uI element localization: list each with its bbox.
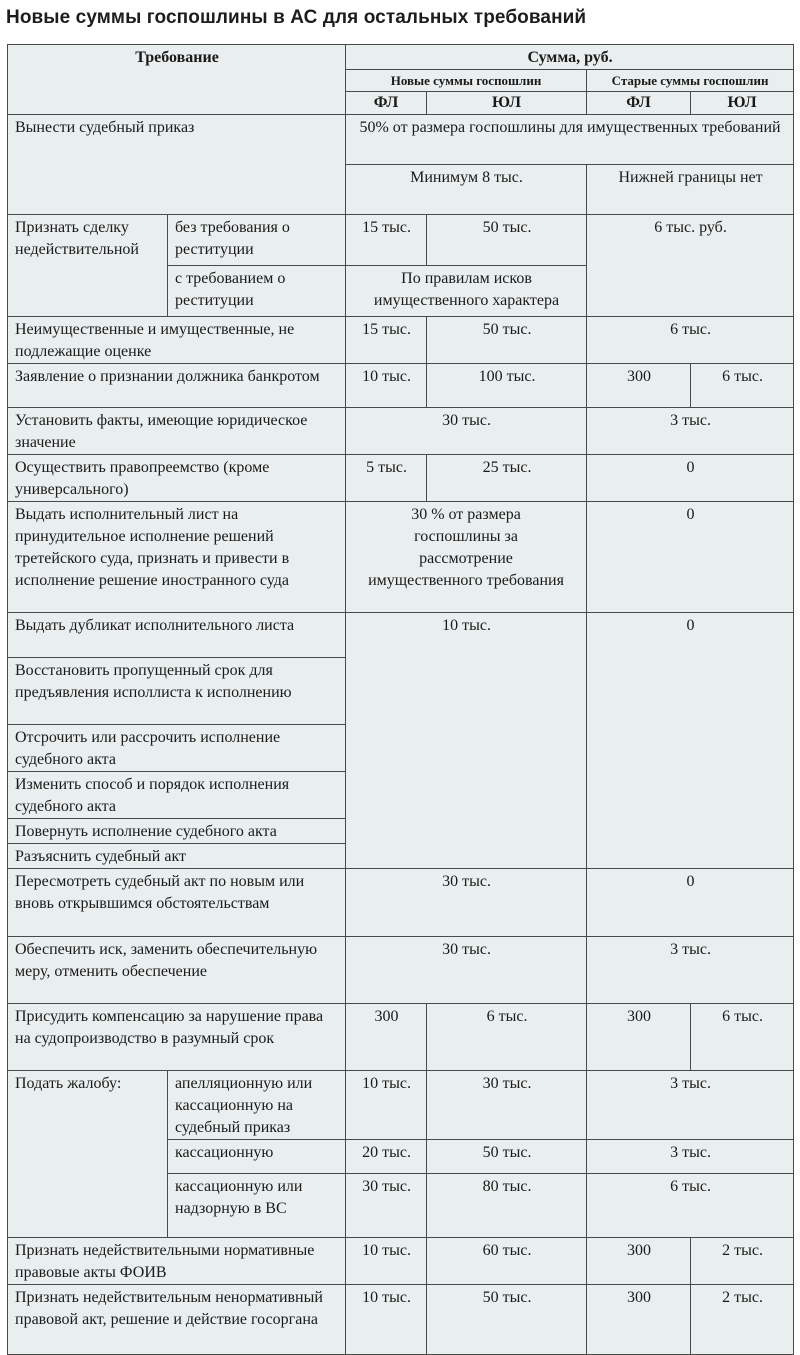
- value-cell: 0: [587, 455, 794, 502]
- requirement-cell: Присудить компенсацию за нарушение права на судопроизводство в разумный срок: [8, 1004, 346, 1071]
- value-cell: 300: [587, 364, 691, 408]
- value-cell: 2 тыс.: [691, 1285, 794, 1355]
- table-row: [8, 115, 794, 165]
- requirement-cell: Восстановить пропущенный срок для предъявления исполлиста к исполнению: [8, 658, 346, 725]
- value-cell: 30 тыс.: [346, 869, 587, 937]
- requirement-cell: Подать жалобу:: [8, 1071, 168, 1238]
- value-cell: 0: [587, 613, 794, 869]
- table-row: [8, 408, 794, 455]
- requirement-cell: Вынести судебный приказ: [8, 115, 346, 215]
- value-cell: 300: [346, 1004, 427, 1071]
- table-row: [8, 455, 794, 502]
- value-cell: 50% от размера госпошлины для имущественных требований: [346, 115, 794, 165]
- value-cell: 80 тыс.: [427, 1174, 587, 1238]
- requirement-cell: Пересмотреть судебный акт по новым или вновь открывшимся обстоятельствам: [8, 869, 346, 937]
- table-row: [8, 364, 794, 408]
- value-cell: 100 тыс.: [427, 364, 587, 408]
- value-cell: 10 тыс.: [346, 613, 587, 869]
- requirement-cell: Признать недействительным ненормативный правовой акт, решение и действие госоргана: [8, 1285, 346, 1355]
- value-cell: 6 тыс.: [691, 364, 794, 408]
- value-cell: 3 тыс.: [587, 1140, 794, 1174]
- table-row: [8, 215, 794, 266]
- table-row: [8, 1238, 794, 1285]
- value-cell: 50 тыс.: [427, 317, 587, 364]
- value-cell: 5 тыс.: [346, 455, 427, 502]
- requirement-cell: Установить факты, имеющие юридическое значение: [8, 408, 346, 455]
- value-cell: 3 тыс.: [587, 1071, 794, 1140]
- table-row: [8, 613, 794, 658]
- header-new-sums: Новые суммы госпошлин: [346, 70, 587, 92]
- value-cell: 30 тыс.: [346, 408, 587, 455]
- requirement-cell: Заявление о признании должника банкротом: [8, 364, 346, 408]
- requirement-cell: Признать недействительными нормативные правовые акты ФОИВ: [8, 1238, 346, 1285]
- value-cell: 6 тыс.: [587, 1174, 794, 1238]
- header-sum: Сумма, руб.: [346, 45, 794, 70]
- header-new-fl: ФЛ: [346, 92, 427, 115]
- value-cell: 10 тыс.: [346, 1238, 427, 1285]
- value-cell: 10 тыс.: [346, 364, 427, 408]
- requirement-cell: Отсрочить или рассрочить исполнение судебного акта: [8, 725, 346, 772]
- value-cell: 300: [587, 1004, 691, 1071]
- fees-table: [7, 44, 794, 1355]
- sub-requirement-cell: с требованием о реституции: [168, 266, 346, 317]
- sub-requirement-cell: без требования о реституции: [168, 215, 346, 266]
- requirement-cell: Выдать дубликат исполнительного листа: [8, 613, 346, 658]
- page-title: Новые суммы госпошлины в АС для остальных требований: [6, 7, 587, 28]
- sub-requirement-cell: апелляционную или кассационную на судебный приказ: [168, 1071, 346, 1140]
- table-row: [8, 869, 794, 937]
- value-cell: 50 тыс.: [427, 215, 587, 266]
- value-cell: 300: [587, 1285, 691, 1355]
- value-cell: Минимум 8 тыс.: [346, 165, 587, 215]
- value-cell: Нижней границы нет: [587, 165, 794, 215]
- header-requirement: Требование: [8, 45, 346, 115]
- header-old-sums: Старые суммы госпошлин: [587, 70, 794, 92]
- requirement-cell: Разъяснить судебный акт: [8, 844, 346, 869]
- requirement-cell: Неимущественные и имущественные, не подлежащие оценке: [8, 317, 346, 364]
- value-cell: 6 тыс. руб.: [587, 215, 794, 317]
- value-cell: 3 тыс.: [587, 937, 794, 1004]
- requirement-cell: Выдать исполнительный лист на принудительное исполнение решений третейского суда, признать и привести в исполнение решение иностранного суда: [8, 502, 346, 613]
- sub-requirement-cell: кассационную: [168, 1140, 346, 1174]
- table-row: [8, 937, 794, 1004]
- value-cell: 3 тыс.: [587, 408, 794, 455]
- value-cell: 10 тыс.: [346, 1071, 427, 1140]
- table-row: [8, 317, 794, 364]
- value-cell: 0: [587, 502, 794, 613]
- value-cell: 20 тыс.: [346, 1140, 427, 1174]
- value-cell: По правилам исков имущественного характера: [346, 266, 587, 317]
- requirement-cell: Признать сделку недействительной: [8, 215, 168, 317]
- value-cell: 300: [587, 1238, 691, 1285]
- value-cell: 30 тыс.: [346, 1174, 427, 1238]
- header-old-ul: ЮЛ: [691, 92, 794, 115]
- header-new-ul: ЮЛ: [427, 92, 587, 115]
- value-cell: 25 тыс.: [427, 455, 587, 502]
- value-cell: 30 тыс.: [346, 937, 587, 1004]
- requirement-cell: Осуществить правопреемство (кроме универсального): [8, 455, 346, 502]
- header-row-1: [8, 45, 794, 70]
- value-cell: 30 % от размера госпошлины за рассмотрение имущественного требования: [346, 502, 587, 613]
- value-cell: 50 тыс.: [427, 1285, 587, 1355]
- table-row: [8, 1071, 794, 1140]
- table-row: [8, 502, 794, 613]
- sub-requirement-cell: кассационную или надзорную в ВС: [168, 1174, 346, 1238]
- value-cell: 6 тыс.: [427, 1004, 587, 1071]
- header-old-fl: ФЛ: [587, 92, 691, 115]
- value-cell: 50 тыс.: [427, 1140, 587, 1174]
- requirement-cell: Повернуть исполнение судебного акта: [8, 819, 346, 844]
- value-cell: 15 тыс.: [346, 215, 427, 266]
- value-cell: 6 тыс.: [691, 1004, 794, 1071]
- value-cell: 10 тыс.: [346, 1285, 427, 1355]
- table-row: [8, 1004, 794, 1071]
- value-cell: 15 тыс.: [346, 317, 427, 364]
- requirement-cell: Обеспечить иск, заменить обеспечительную меру, отменить обеспечение: [8, 937, 346, 1004]
- value-cell: 2 тыс.: [691, 1238, 794, 1285]
- value-cell: 60 тыс.: [427, 1238, 587, 1285]
- table-row: [8, 1285, 794, 1355]
- value-cell: 0: [587, 869, 794, 937]
- requirement-cell: Изменить способ и порядок исполнения судебного акта: [8, 772, 346, 819]
- value-cell: 6 тыс.: [587, 317, 794, 364]
- value-cell: 30 тыс.: [427, 1071, 587, 1140]
